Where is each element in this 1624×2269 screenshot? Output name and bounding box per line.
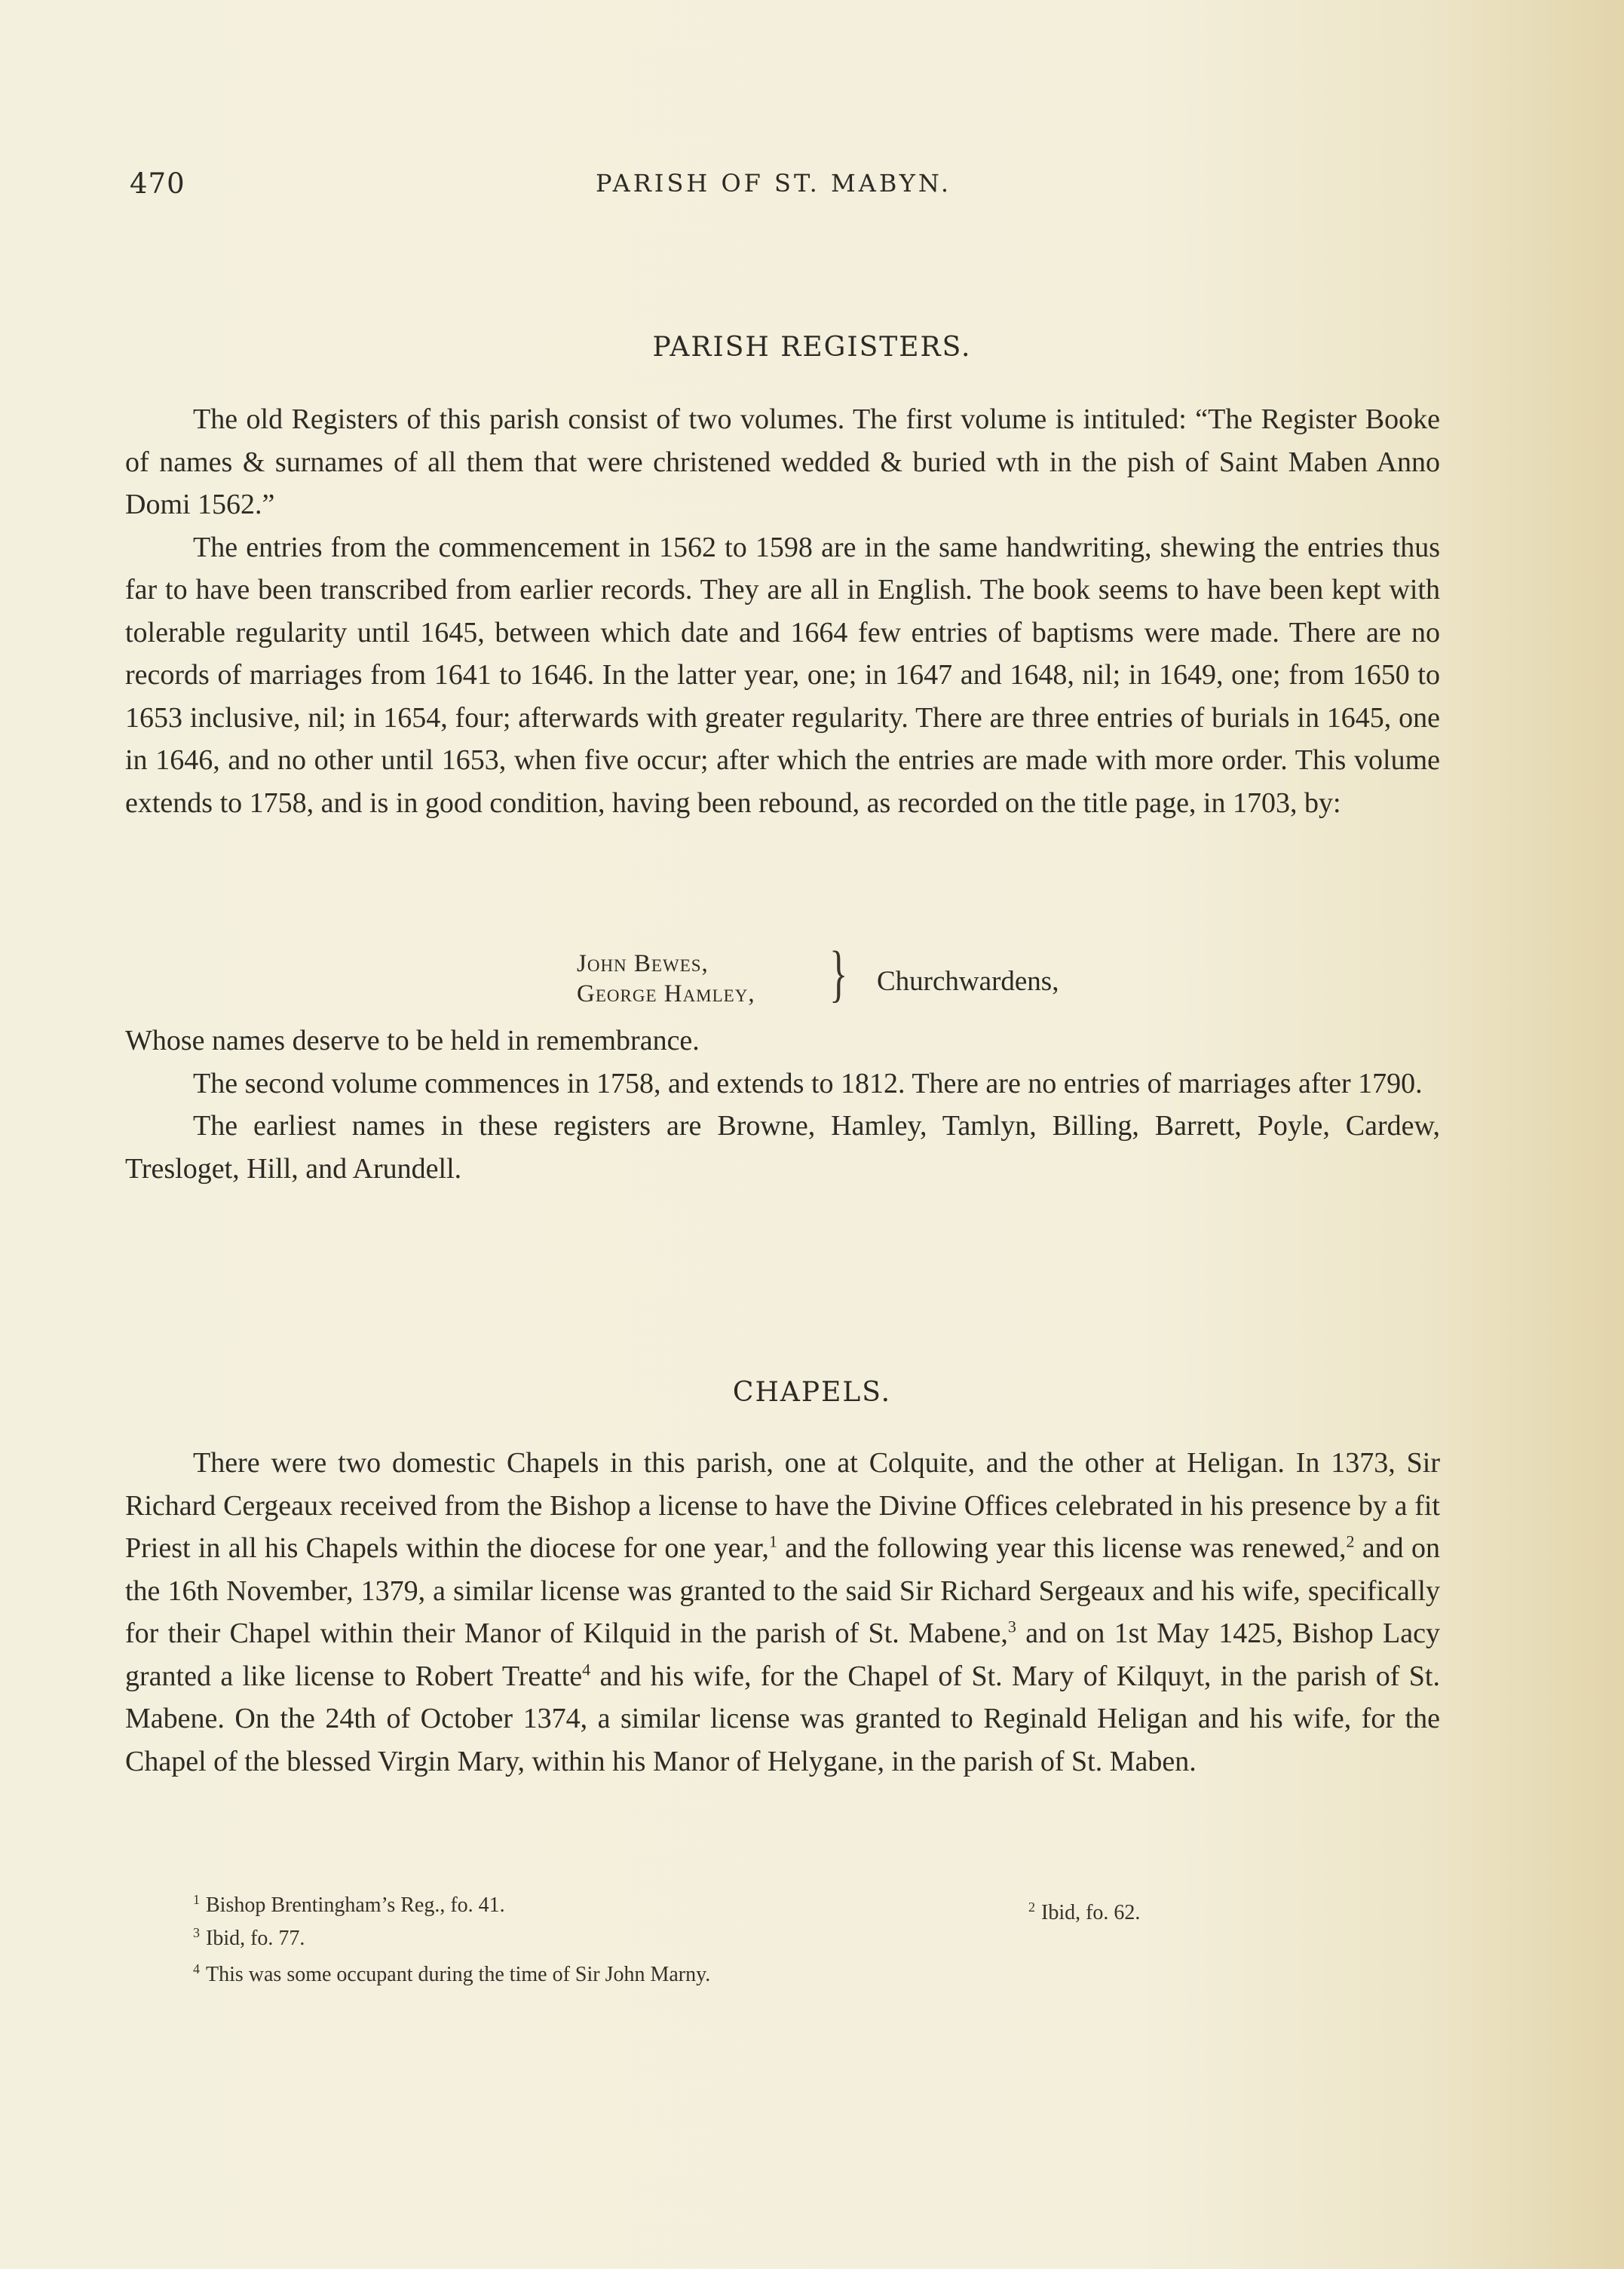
footnote-ref-4[interactable]: 4 (582, 1659, 591, 1679)
footnote-text-2: Ibid, fo. 62. (1041, 1901, 1141, 1924)
registers-text (125, 398, 1440, 824)
footnote-text-4: This was some occupant during the time of Sir John Marny. (206, 1963, 711, 1986)
registers-paragraph-3: Whose names deserve to be held in remembrance. (125, 1025, 700, 1056)
registers-paragraph-1: The old Registers of this parish consist of two volumes. The first volume is intituled: “The Register Booke of names & surnames of all them that were christened wedded & buried wth in the pish of Saint Maben Anno Domi 1562.” (125, 403, 1440, 520)
footnote-text-1: Bishop Brentingham’s Reg., fo. 41. (206, 1893, 505, 1917)
footnote-mark-4: 4 (193, 1961, 200, 1976)
chapels-text (125, 1442, 1440, 1783)
running-head (130, 167, 1442, 205)
footnote-mark-1: 1 (193, 1891, 200, 1907)
chapels-paragraph-1 (125, 1442, 1440, 1783)
page-number: 470 (130, 167, 185, 200)
chapels-text-b: and the following year this license was renewed, (777, 1532, 1347, 1564)
footnote-2 (1028, 1896, 1140, 1930)
chapels-heading: CHAPELS. (732, 1377, 892, 1408)
footnote-mark-3: 3 (193, 1924, 200, 1940)
chapels-text-c: and on the 16th November, 1379, a similar license was granted to the said Sir Richard Sergeaux and his wife, specifically for their Chapel within their Manor of Kilquid in the parish of St. Mabene, (125, 1532, 1440, 1649)
footnote-3 (193, 1922, 305, 1955)
footnote-mark-2: 2 (1028, 1899, 1035, 1915)
footnote-text-3: Ibid, fo. 77. (206, 1927, 305, 1950)
churchwardens-role: Churchwardens, (877, 966, 1059, 997)
chapels-text-d: and on 1st May 1425, Bishop Lacy granted a like license to Robert Treatte (125, 1617, 1440, 1692)
footnote-1 (193, 1889, 505, 1922)
registers-paragraph-4: The second volume commences in 1758, and extends to 1812. There are no entries of marriages after 1790. (193, 1067, 1423, 1099)
footnote-4 (193, 1958, 710, 1992)
churchwardens-block (577, 939, 1105, 1010)
footnote-ref-1[interactable]: 1 (768, 1532, 777, 1551)
registers-paragraph-2: The entries from the commencement in 1562 to 1598 are in the same handwriting, shewing the entries thus far to have been transcribed from earlier records. They are all in English. The book seems to have been kept with tolerable regularity until 1645, between which date and 1664 few entries of baptisms were made. There are no records of marriages from 1641 to 1646. In the latter year, one; in 1647 and 1648, nil; in 1649, one; from 1650 to 1653 inclusive, nil; in 1654, four; afterwards with greater regularity. There are three entries of burials in 1645, one in 1646, and no other until 1653, when five occur; after which the entries are made with more order. This volume extends to 1758, and is in good condition, having been rebound, as recorded on the title page, in 1703, by: (125, 531, 1440, 819)
churchwarden-john-bewes: John Bewes, (577, 950, 709, 977)
footnote-ref-3[interactable]: 3 (1007, 1617, 1016, 1636)
footnote-ref-2[interactable]: 2 (1346, 1532, 1355, 1551)
running-title: PARISH OF ST. MABYN. (596, 169, 952, 198)
registers-heading: PARISH REGISTERS. (652, 332, 972, 363)
chapels-text-e: and his wife, for the Chapel of St. Mary of Kilquyt, in the parish of St. Mabene. On the 24th of October 1374, a similar license was granted to Reginald Heligan and his wife, for the Chapel of the blessed Virgin Mary, within his Manor of Helygane, in the parish of St. Maben. (125, 1660, 1440, 1777)
registers-continued (125, 1020, 1440, 1190)
registers-paragraph-5: The earliest names in these registers are Browne, Hamley, Tamlyn, Billing, Barrett, Poyle, Cardew, Tresloget, Hill, and Arundell. (125, 1110, 1440, 1185)
churchwarden-george-hamley: George Hamley, (577, 980, 755, 1007)
brace-glyph: } (829, 939, 848, 1009)
chapels-text-a: There were two domestic Chapels in this parish, one at Colquite, and the other at Heligan. In 1373, Sir Richard Cergeaux received from the Bishop a license to have the Divine Offices celebrated in his presence by a fit Priest in all his Chapels within the diocese for one year, (125, 1447, 1440, 1564)
churchwarden-names (577, 949, 755, 1009)
